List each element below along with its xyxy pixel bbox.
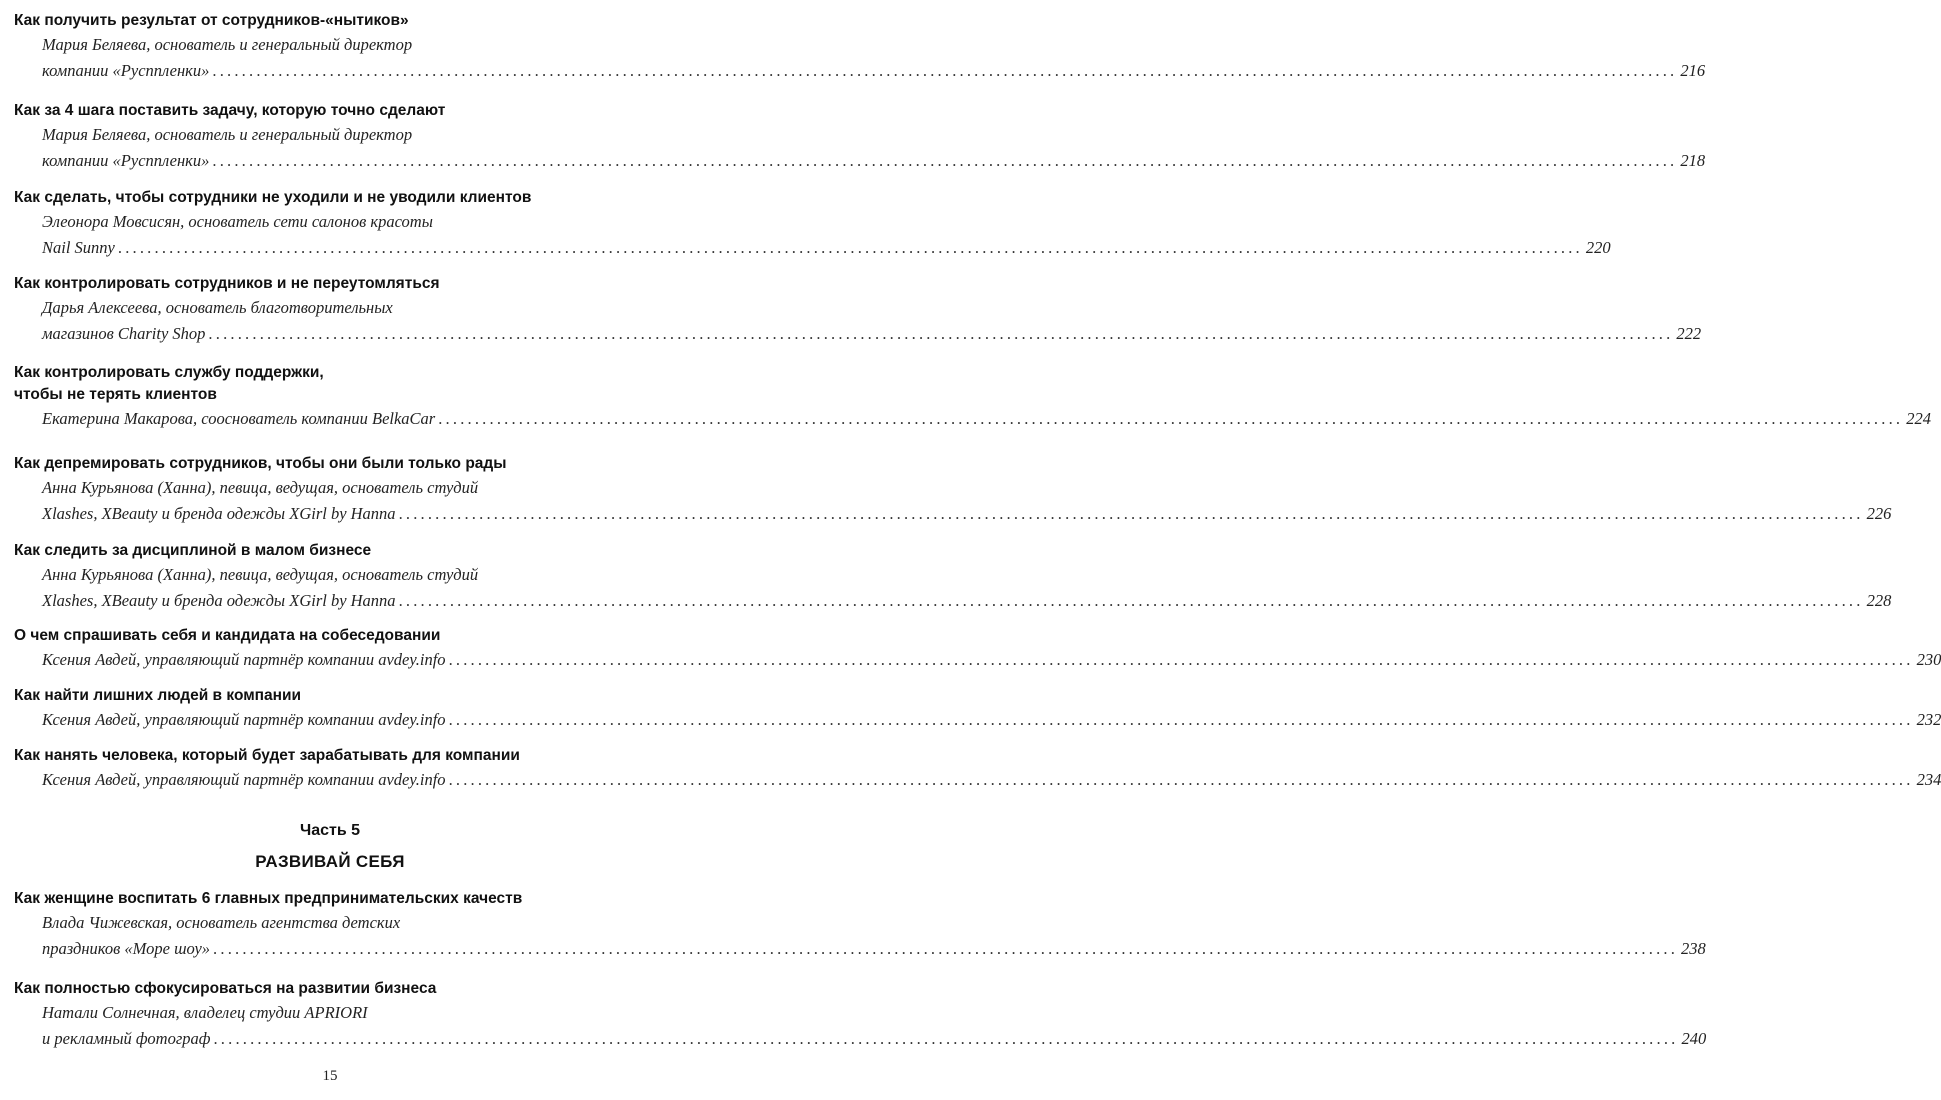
- author-line: компании «Русппленки»: [42, 151, 210, 170]
- entry-title: Как нанять человека, который будет зарабатывать для компании: [14, 747, 520, 764]
- author-line: и рекламный фотограф: [42, 1029, 211, 1048]
- dot-leader: ........................................................................................................................................................................................................: [212, 61, 1678, 80]
- page-ref: 222: [1676, 324, 1702, 343]
- toc-entry: [14, 540, 1892, 614]
- dot-leader: ........................................................................................................................................................................................................: [213, 1029, 1679, 1048]
- entry-author: [14, 122, 1706, 174]
- author-line: магазинов Charity Shop: [42, 324, 206, 343]
- entry-author: [14, 32, 1706, 84]
- author-line: Анна Курьянова (Ханна), певица, ведущая, основатель студий: [42, 478, 479, 497]
- dot-leader: ........................................................................................................................................................................................................: [212, 151, 1678, 170]
- author-line: Xlashes, XBeauty и бренда одежды XGirl by Hanna: [42, 504, 396, 523]
- entry-author: [14, 295, 1702, 347]
- author-line: Ксения Авдей, управляющий партнёр компании avdey.info: [42, 650, 446, 669]
- toc-entry: [14, 625, 1941, 673]
- author-line: компании «Русппленки»: [42, 61, 210, 80]
- page-number: 15: [322, 1068, 338, 1084]
- author-last-line: [42, 148, 1706, 174]
- entry-author: [14, 910, 1706, 962]
- dot-leader: ........................................................................................................................................................................................................: [398, 591, 1864, 610]
- entry-title: Как получить результат от сотрудников-«нытиков»: [14, 12, 409, 29]
- dot-leader: ........................................................................................................................................................................................................: [448, 710, 1914, 729]
- toc-entry: [14, 685, 1941, 733]
- page-ref: 240: [1681, 1029, 1707, 1048]
- author-last-line: [42, 406, 1931, 432]
- page-ref: 224: [1906, 409, 1931, 428]
- page-ref: 218: [1680, 151, 1706, 170]
- author-line: Nail Sunny: [42, 238, 115, 257]
- author-line: Влада Чижевская, основатель агентства детских: [42, 913, 401, 932]
- author-line: Ксения Авдей, управляющий партнёр компании avdey.info: [42, 770, 446, 789]
- entry-author: [14, 562, 1892, 614]
- entry-title: Как найти лишних людей в компании: [14, 687, 302, 704]
- toc-entry: [14, 362, 1931, 432]
- author-last-line: [42, 321, 1702, 347]
- dot-leader: ........................................................................................................................................................................................................: [398, 504, 1864, 523]
- toc-entry: [14, 100, 1706, 174]
- page-ref: 232: [1916, 710, 1941, 729]
- author-line: Мария Беляева, основатель и генеральный директор: [42, 35, 413, 54]
- entry-title: чтобы не терять клиентов: [14, 386, 217, 403]
- page-ref: 230: [1916, 650, 1941, 669]
- entry-title: Как контролировать сотрудников и не переутомляться: [14, 275, 440, 292]
- author-line: Ксения Авдей, управляющий партнёр компании avdey.info: [42, 710, 446, 729]
- author-line: Дарья Алексеева, основатель благотворительных: [42, 298, 393, 317]
- author-line: Натали Солнечная, владелец студии APRIORI: [42, 1003, 368, 1022]
- toc-entry: [14, 745, 1941, 793]
- page-ref: 228: [1866, 591, 1892, 610]
- entry-title: Как женщине воспитать 6 главных предпринимательских качеств: [14, 890, 523, 907]
- toc-entry: [14, 187, 1611, 261]
- author-line: Элеонора Мовсисян, основатель сети салонов красоты: [42, 212, 433, 231]
- author-line: Анна Курьянова (Ханна), певица, ведущая, основатель студий: [42, 565, 479, 584]
- author-last-line: [42, 707, 1941, 733]
- entry-title: Как за 4 шага поставить задачу, которую точно сделают: [14, 102, 446, 119]
- toc-entry: [14, 10, 1706, 84]
- entry-author: [14, 475, 1892, 527]
- dot-leader: ........................................................................................................................................................................................................: [208, 324, 1674, 343]
- entry-title: Как полностью сфокусироваться на развитии бизнеса: [14, 980, 437, 997]
- entry-title: Как контролировать службу поддержки,: [14, 364, 324, 381]
- page-ref: 226: [1866, 504, 1892, 523]
- dot-leader: ........................................................................................................................................................................................................: [448, 650, 1914, 669]
- entry-author: [14, 209, 1611, 261]
- author-last-line: [42, 235, 1611, 261]
- author-last-line: [42, 501, 1892, 527]
- entry-title: О чем спрашивать себя и кандидата на собеседовании: [14, 627, 441, 644]
- author-last-line: [42, 767, 1941, 793]
- entry-title: Как депремировать сотрудников, чтобы они были только рады: [14, 455, 507, 472]
- entry-author: [14, 406, 1931, 432]
- author-line: праздников «Море шоу»: [42, 939, 211, 958]
- author-last-line: [42, 647, 1941, 673]
- part-label: Часть 5: [299, 822, 361, 839]
- toc-entry: [14, 888, 1706, 962]
- entry-title: Как следить за дисциплиной в малом бизнесе: [14, 542, 372, 559]
- author-last-line: [42, 588, 1892, 614]
- dot-leader: ........................................................................................................................................................................................................: [117, 238, 1583, 257]
- toc-entry: [14, 453, 1892, 527]
- dot-leader: ........................................................................................................................................................................................................: [438, 409, 1904, 428]
- page-ref: 216: [1680, 61, 1706, 80]
- toc-entry: [14, 273, 1702, 347]
- page-ref: 238: [1681, 939, 1706, 958]
- entry-author: [14, 647, 1941, 673]
- author-line: Xlashes, XBeauty и бренда одежды XGirl by Hanna: [42, 591, 396, 610]
- entry-author: [14, 767, 1941, 793]
- part-title: РАЗВИВАЙ СЕБЯ: [255, 852, 405, 871]
- author-last-line: [42, 1026, 1707, 1052]
- entry-title: Как сделать, чтобы сотрудники не уходили и не уводили клиентов: [14, 189, 532, 206]
- author-last-line: [42, 58, 1706, 84]
- page-ref: 234: [1916, 770, 1941, 789]
- author-line: Мария Беляева, основатель и генеральный директор: [42, 125, 413, 144]
- page-ref: 220: [1585, 238, 1611, 257]
- author-line: Екатерина Макарова, сооснователь компании BelkaCar: [42, 409, 436, 428]
- dot-leader: ........................................................................................................................................................................................................: [213, 939, 1679, 958]
- author-last-line: [42, 936, 1706, 962]
- entry-author: [14, 707, 1941, 733]
- entry-author: [14, 1000, 1707, 1052]
- dot-leader: ........................................................................................................................................................................................................: [448, 770, 1914, 789]
- toc-entry: [14, 978, 1707, 1052]
